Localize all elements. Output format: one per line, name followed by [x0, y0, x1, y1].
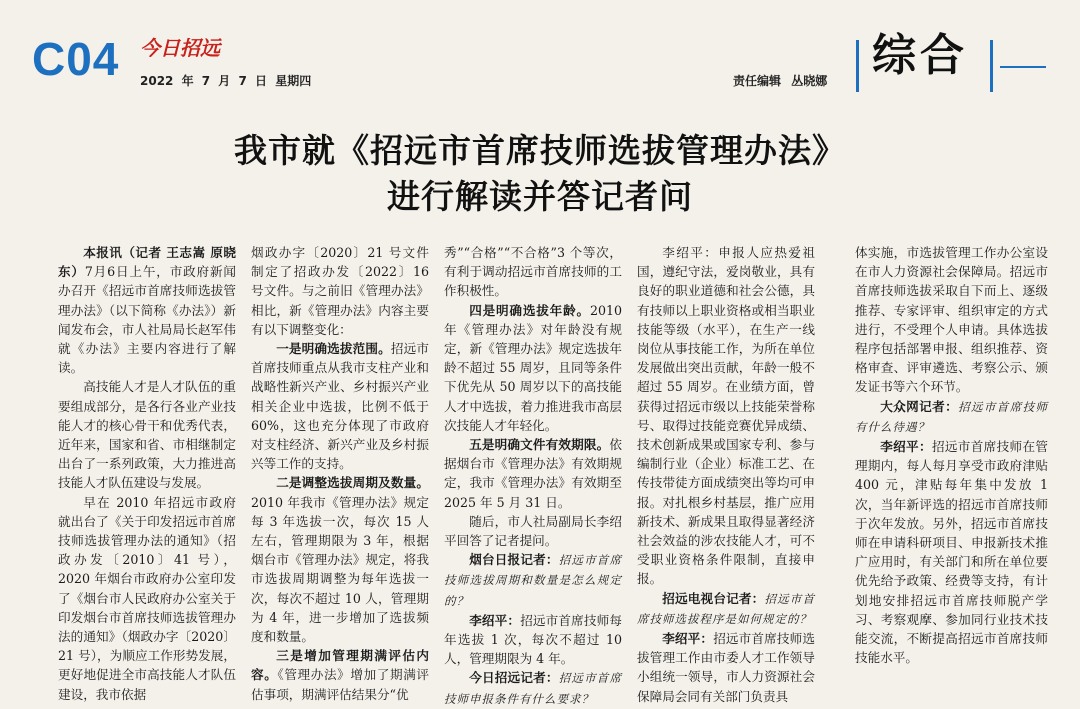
- article-paragraph: [855, 243, 1048, 397]
- paragraph-text: 招远市首席技师重点从我市支柱产业和战略性新兴产业、乡村振兴产业相关企业中选拔，比例不低于 60%，这也充分体现了市政府对支柱经济、新兴产业及乡村振兴等工作的支持。: [251, 341, 430, 472]
- paragraph-text: 随后，市人社局副局长李绍平回答了记者提问。: [444, 513, 622, 549]
- publication-date: [140, 72, 311, 89]
- article-paragraph: [637, 629, 815, 706]
- text-column-3: [444, 243, 623, 706]
- text-column-5: [855, 243, 1048, 667]
- article-paragraph: [855, 397, 1048, 437]
- masthead: [0, 0, 1080, 110]
- paragraph-text: 高技能人才是人才队伍的重要组成部分，是各行各业产业技能人才的核心骨干和优秀代表，近年来，国家和省、市相继制定出台了一系列政策，大力推进高技能人才队伍建设与发展。: [58, 379, 236, 491]
- text-column-2: [251, 243, 430, 702]
- speaker-label: 李绍平：: [880, 439, 932, 455]
- article-paragraph: [444, 435, 622, 512]
- paragraph-text: 李绍平：申报人应热爱祖国，遵纪守法，爱岗敬业，具有良好的职业道德和社会公德，具有技师以上职业资格或相当职业技能等级（水平），在生产一线岗位从事技能工作，为所在单位发展做出突出贡献，年龄一般不超过 55 周岁。在业绩方面，曾获得过招远市级以上技能荣誉称号、取得过技能竞赛优异成绩、技术创新成果或国家专利、参与编制行业（企业）标准工艺、在传技带徒方面成绩突出等均可申报。对扎根乡村基层，推广应用新技术、新成果且取得显著经济社会效益的涉农技能人才，可不受职业资格条件限制，直接申报。: [637, 245, 815, 587]
- paragraph-lead: 四是明确选拔年龄。: [469, 302, 590, 318]
- article-paragraph: [251, 243, 429, 339]
- paragraph-text: 《管理办法》增加了期满评估事项，期满评估结果分“优: [251, 667, 430, 702]
- paragraph-text: 依据烟台市《管理办法》有效期规定，我市《管理办法》有效期至 2025 年 5 月 31 日。: [444, 437, 622, 510]
- article-paragraph: [637, 243, 815, 589]
- article-paragraph: [444, 512, 622, 550]
- article-paragraph: [637, 589, 815, 629]
- weekday-text: 星期四: [275, 74, 312, 88]
- reporter-label: 招远电视台记者：: [662, 590, 765, 606]
- article-body: [58, 243, 1049, 706]
- editor-credit: [733, 72, 827, 89]
- article-headline: [0, 128, 1080, 220]
- article-paragraph: [444, 243, 622, 301]
- article-paragraph: [251, 473, 429, 646]
- article-paragraph: [251, 646, 429, 704]
- article-paragraph: [444, 550, 622, 611]
- page-code: C04: [32, 33, 120, 85]
- editor-label: 责任编辑: [733, 74, 782, 88]
- reporter-label: 大众网记者：: [880, 398, 959, 414]
- article-paragraph: [251, 339, 429, 473]
- paragraph-text: 7月6日上午，市政府新闻办召开《招远市首席技师选拔管理办法》（以下简称《办法》）新闻发布会，市人社局局长赵军伟就《办法》主要内容进行了解读。: [58, 264, 236, 376]
- question-text: 招远市首席技师有什么待遇？: [855, 399, 1048, 434]
- paragraph-text: 秀”“合格”“不合格”3 个等次，有利于调动招远市首席技师的工作积极性。: [444, 245, 622, 299]
- article-paragraph: [444, 668, 622, 708]
- section-title: 综合: [872, 30, 968, 81]
- paragraph-text: 招远市首席技师每年选拔 1 次，每次不超过 10 人，管理期限为 4 年。: [444, 612, 623, 667]
- paragraph-text: 2010 年我市《管理办法》规定每 3 年选拔一次，每次 15 人左右，管理期限为 3 年，根据烟台市《管理办法》规定，将我市选拔周期调整为每年选拔一次，每次不超过 10 人，管理期为 4 年，进一步增加了选拔频度和数量。: [251, 494, 429, 645]
- article-paragraph: [855, 437, 1048, 667]
- paragraph-lead: 二是调整选拔周期及数量。: [276, 475, 429, 491]
- paragraph-lead: 一是明确选拔范围。: [276, 341, 391, 357]
- headline-line-2: 进行解读并答记者问: [387, 177, 693, 216]
- newspaper-logo: 今日招远: [140, 36, 220, 60]
- article-paragraph: [444, 611, 622, 669]
- text-column-1: [58, 243, 236, 702]
- paragraph-text: 招远市首席技师选拔管理工作由市委人才工作领导小组统一领导，市人力资源社会保障局会同有关部门负责具: [637, 631, 816, 704]
- paragraph-text: 早在 2010 年招远市政府就出台了《关于印发招远市首席技师选拔管理办法的通知》（招政办发〔2010〕41 号），2020 年烟台市政府办公室印发了《烟台市人民政府办公室关于印发烟台市首席技师选拔管理办法的通知》（烟政办字〔2020〕21 号），为顺应工作形势发展，更好地促进全市高技能人才队伍建设，我市依据: [58, 494, 236, 702]
- article-paragraph: [58, 493, 236, 704]
- article-paragraph: [444, 301, 622, 435]
- article-paragraph: [58, 377, 236, 492]
- headline-line-1: 我市就《招远市首席技师选拔管理办法》: [234, 131, 846, 170]
- question-text: 招远市首席技师申报条件有什么要求？: [444, 671, 623, 706]
- reporter-label: 今日招远记者：: [469, 670, 559, 686]
- question-text: 招远市首席技师选拔程序是如何规定的？: [637, 591, 815, 626]
- speaker-label: 李绍平：: [469, 612, 521, 628]
- article-paragraph: [58, 243, 236, 377]
- paragraph-text: 体实施，市选拔管理工作办公室设在市人力资源社会保障局。招远市首席技师选拔采取自下而上、逐级推荐、专家评审、组织审定的方式进行，不受理个人申请。具体选拔程序包括部署申报、组织推荐、资格审查、评审遴选、考察公示、颁发证书等六个环节。: [855, 245, 1048, 395]
- paragraph-text: 烟政办字〔2020〕21 号文件制定了招政办发〔2022〕16 号文件。与之前旧《管理办法》相比，新《管理办法》内容主要有以下调整变化：: [251, 245, 429, 337]
- editor-name: 丛晓娜: [791, 74, 828, 88]
- paragraph-text: 2010 年《管理办法》对年龄没有规定，新《管理办法》规定选拔年龄不超过 55 周岁，且同等条件下优先从 50 周岁以下的高技能人才中选拔，着力推进我市高层次技能人才年轻化。: [444, 302, 622, 433]
- reporter-label: 烟台日报记者：: [469, 552, 559, 568]
- paragraph-lead: 三是增加管理期满评估内容。: [251, 648, 429, 683]
- paragraph-lead: 五是明确文件有效期限。: [469, 437, 610, 453]
- section-divider-left: [856, 40, 859, 92]
- paragraph-lead: 本报讯（记者 王志嵩 原晓东）: [58, 245, 236, 280]
- date-text: 2022 年 7 月 7 日: [140, 74, 267, 88]
- paragraph-text: 招远市首席技师在管理期内，每人每月享受市政府津贴 400 元，津贴每年集中发放 1 次，当年新评选的招远市首席技师于次年发放。另外，招远市首席技师在申请科研项目、申报新技术推广应用时，有关部门和所在单位要优先给予政策、经费等支持，有计划地安排招远市首席技师脱产学习、考察观摩、参加同行业技术技能交流，不断提高招远市首席技师技能水平。: [855, 439, 1049, 666]
- speaker-label: 李绍平：: [662, 631, 714, 647]
- question-text: 招远市首席技师选拔周期和数量是怎么规定的？: [444, 553, 623, 608]
- section-rule: [1000, 66, 1046, 68]
- text-column-4: [637, 243, 816, 704]
- section-divider-right: [990, 40, 993, 92]
